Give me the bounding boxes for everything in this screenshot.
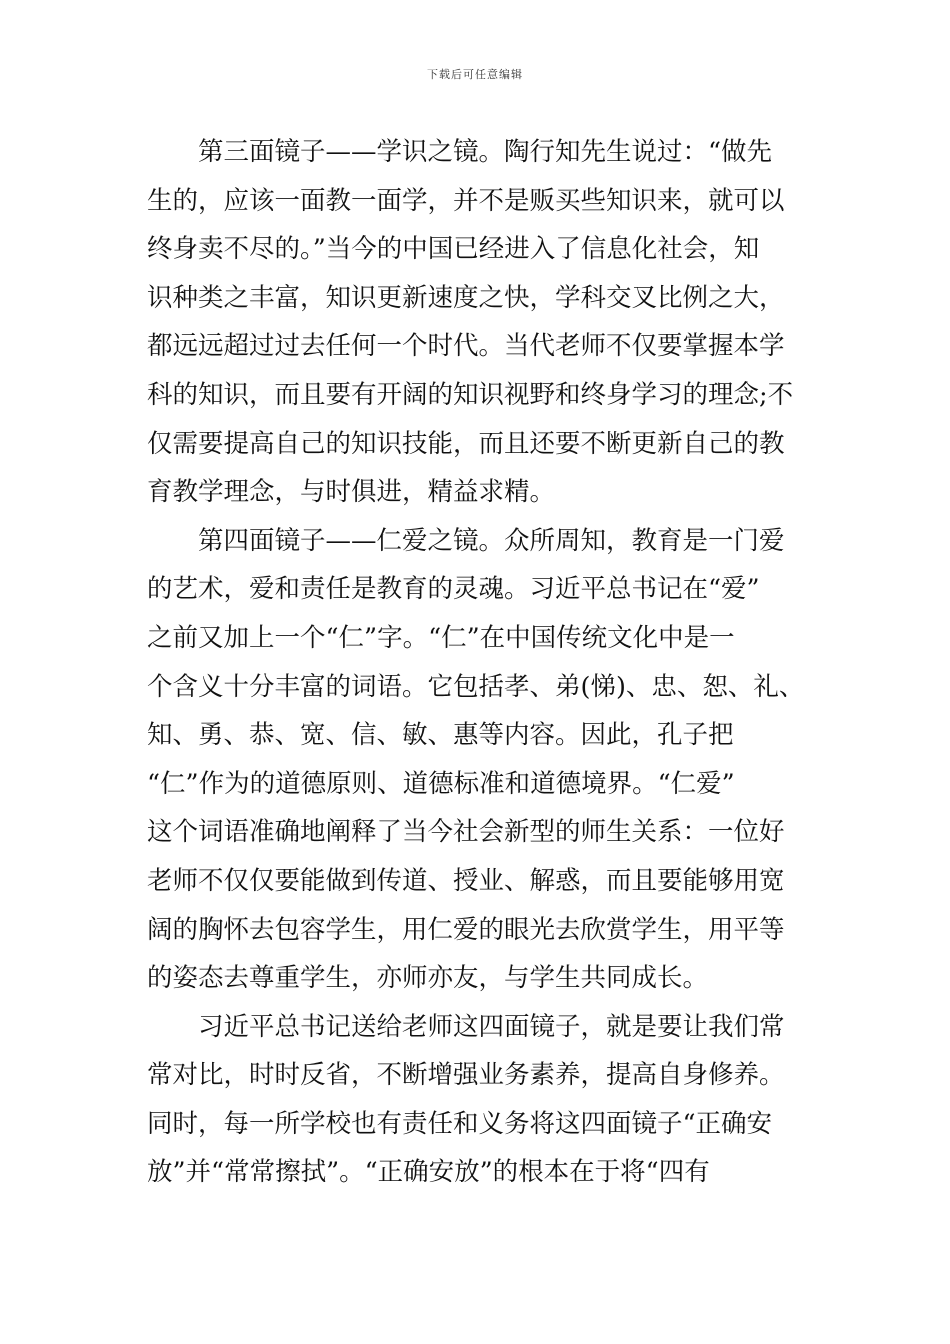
- text-line: 老师不仅仅要能做到传道、授业、解惑，而且要能够用宽: [147, 865, 785, 896]
- text-line: 生的，应该一面教一面学，并不是贩买些知识来，就可以: [147, 185, 785, 216]
- text-line: 科的知识，而且要有开阔的知识视野和终身学习的理念;不: [147, 379, 794, 410]
- text-line: 的姿态去尊重学生，亦师亦友，与学生共同成长。: [147, 963, 709, 994]
- text-line: 放”并“常常擦拭”。“正确安放”的根本在于将“四有: [147, 1157, 710, 1188]
- text-line: 终身卖不尽的。”当今的中国已经进入了信息化社会，知: [147, 234, 760, 265]
- text-line: 个含义十分丰富的词语。它包括孝、弟(悌)、忠、恕、礼、: [147, 671, 805, 702]
- text-line: 仅需要提高自己的知识技能，而且还要不断更新自己的教: [147, 428, 785, 459]
- text-line: 阔的胸怀去包容学生，用仁爱的眼光去欣赏学生，用平等: [147, 914, 785, 945]
- text-line: 之前又加上一个“仁”字。“仁”在中国传统文化中是一: [147, 622, 735, 653]
- text-line: 同时，每一所学校也有责任和义务将这四面镜子“正确安: [147, 1108, 773, 1139]
- text-line: 第三面镜子——学识之镜。陶行知先生说过：“做先: [198, 137, 773, 167]
- page-header: 下载后可任意编辑: [427, 68, 523, 81]
- text-line: 这个词语准确地阐释了当今社会新型的师生关系：一位好: [147, 817, 785, 848]
- text-line: 识种类之丰富，知识更新速度之快，学科交叉比例之大，: [147, 282, 785, 313]
- text-line: 第四面镜子——仁爱之镜。众所周知，教育是一门爱: [198, 525, 785, 556]
- text-line: 常对比，时时反省，不断增强业务素养，提高自身修养。: [147, 1060, 785, 1091]
- text-line: 的艺术，爱和责任是教育的灵魂。习近平总书记在“爱”: [147, 574, 760, 605]
- text-line: 都远远超过过去任何一个时代。当代老师不仅要掌握本学: [147, 331, 785, 362]
- text-line: 习近平总书记送给老师这四面镜子，就是要让我们常: [198, 1011, 785, 1042]
- text-line: “仁”作为的道德原则、道德标准和道德境界。“仁爱”: [147, 768, 735, 799]
- body-text: [147, 128, 812, 1197]
- text-line: 知、勇、恭、宽、信、敏、惠等内容。因此，孔子把: [147, 720, 734, 751]
- text-line: 育教学理念，与时俱进，精益求精。: [147, 477, 556, 508]
